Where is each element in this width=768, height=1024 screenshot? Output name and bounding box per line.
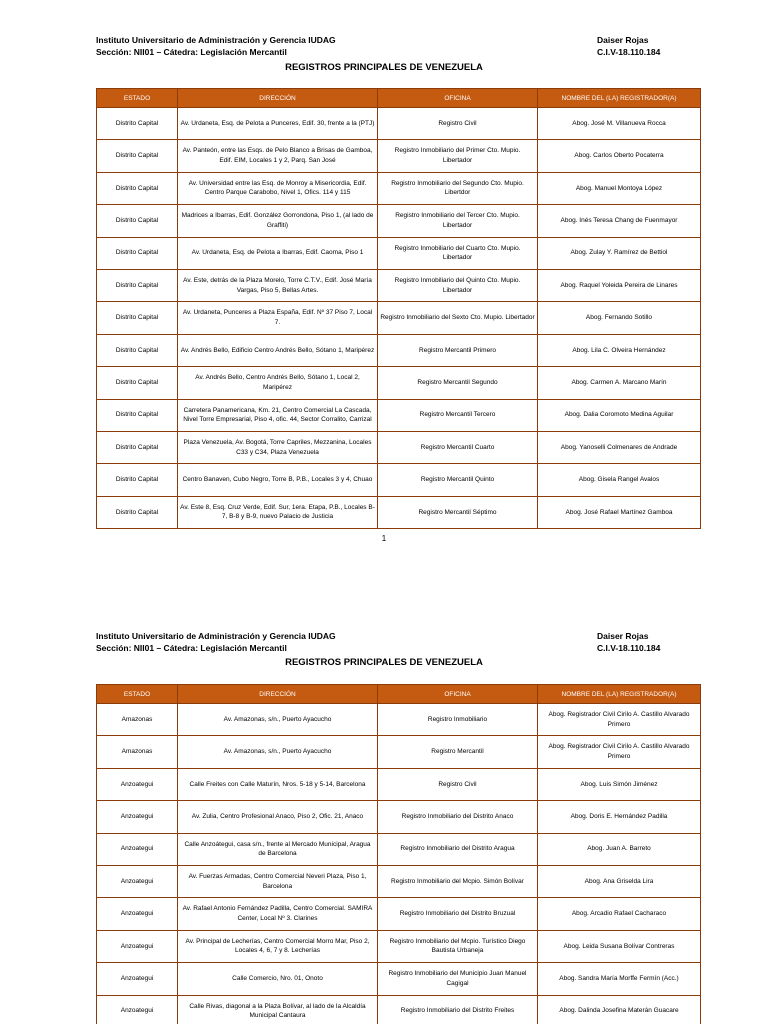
cell-registrador: Abog. Sandra María Morffe Fermín (Acc.): [538, 963, 701, 995]
cell-direccion: Calle Anzoátegui, casa s/n., frente al Mercado Municipal, Aragua de Barcelona: [178, 833, 378, 865]
table-row: [97, 205, 701, 237]
document-title: REGISTROS PRINCIPALES DE VENEZUELA: [285, 62, 483, 73]
cell-estado: Anzoategui: [97, 995, 178, 1024]
cell-registrador: Abog. Yanoselli Colmenares de Andrade: [538, 431, 701, 463]
table-row: [97, 302, 701, 334]
cell-oficina: Registro Inmobiliario del Distrito Aragua: [378, 833, 538, 865]
table-row: [97, 865, 701, 897]
table-row: [97, 963, 701, 995]
cell-direccion: Calle Rivas, diagonal a la Plaza Bolívar, al lado de la Alcaldía Municipal Cantaura: [178, 995, 378, 1024]
cell-estado: Amazonas: [97, 736, 178, 768]
column-header-registrador: NOMBRE DEL (LA) REGISTRADOR(A): [538, 685, 701, 704]
cell-direccion: Calle Freites con Calle Maturín, Nros. 5-18 y 5-14, Barcelona: [178, 768, 378, 800]
cell-estado: Distrito Capital: [97, 237, 178, 269]
cell-oficina: Registro Inmobiliario del Distrito Freites: [378, 995, 538, 1024]
cell-direccion: Carretera Panamericana, Km. 21, Centro Comercial La Cascada, Nivel Torre Empresarial, Piso 4, ofic. 44, Sector Corralito, Carrizal: [178, 399, 378, 431]
page-2: [0, 612, 768, 1024]
table-row: [97, 898, 701, 930]
cell-oficina: Registro Civil: [378, 768, 538, 800]
cell-oficina: Registro Mercantil Segundo: [378, 367, 538, 399]
cell-estado: Anzoategui: [97, 898, 178, 930]
author-name: Daiser Rojas: [597, 35, 649, 45]
registry-table-2: [96, 684, 701, 1024]
cell-direccion: Plaza Venezuela, Av. Bogotá, Torre Capriles, Mezzanina, Locales C33 y C34, Plaza Venezuela: [178, 431, 378, 463]
table-body: [97, 704, 701, 1024]
cell-estado: Distrito Capital: [97, 302, 178, 334]
cell-direccion: Av. Fuerzas Armadas, Centro Comercial Neveri Plaza, Piso 1, Barcelona: [178, 865, 378, 897]
cell-registrador: Abog. Luis Simón Jiménez: [538, 768, 701, 800]
section-line: Sección: NII01 – Cátedra: Legislación Mercantil: [96, 47, 287, 57]
cell-estado: Anzoategui: [97, 768, 178, 800]
cell-estado: Distrito Capital: [97, 399, 178, 431]
column-header-estado: ESTADO: [97, 685, 178, 704]
cell-oficina: Registro Inmobiliario del Segundo Cto. Mupio. Libertdor: [378, 172, 538, 204]
cell-registrador: Abog. José Rafael Martínez Gamboa: [538, 496, 701, 528]
cell-direccion: Av. Este, detrás de la Plaza Morelo, Torre C.T.V., Edif. José María Vargas, Piso 5, Bellas Artes.: [178, 269, 378, 301]
table-row: [97, 237, 701, 269]
table-header-row: [97, 685, 701, 704]
cell-estado: Anzoategui: [97, 801, 178, 833]
author-name: Daiser Rojas: [597, 631, 649, 641]
cell-direccion: Av. Amazonas, s/n., Puerto Ayacucho: [178, 704, 378, 736]
table-row: [97, 801, 701, 833]
cell-estado: Distrito Capital: [97, 140, 178, 172]
cell-estado: Amazonas: [97, 704, 178, 736]
column-header-oficina: OFICINA: [378, 89, 538, 108]
document-title: REGISTROS PRINCIPALES DE VENEZUELA: [285, 657, 483, 668]
cell-estado: Distrito Capital: [97, 334, 178, 366]
cell-registrador: Abog. Gisela Rangel Avalos: [538, 464, 701, 496]
cell-registrador: Abog. Inés Teresa Chang de Fuenmayor: [538, 205, 701, 237]
cell-estado: Distrito Capital: [97, 431, 178, 463]
cell-estado: Distrito Capital: [97, 367, 178, 399]
cell-oficina: Registro Mercantil Quinto: [378, 464, 538, 496]
cell-direccion: Av. Rafael Antonio Fernández Padilla, Centro Comercial. SAMIRA Center, Local Nº 3. Clarines: [178, 898, 378, 930]
cell-oficina: Registro Inmobiliario del Sexto Cto. Mupio. Libertador: [378, 302, 538, 334]
table-row: [97, 704, 701, 736]
table-row: [97, 108, 701, 140]
table-row: [97, 334, 701, 366]
cell-direccion: Av. Zulia, Centro Profesional Anaco, Piso 2, Ofic. 21, Anaco: [178, 801, 378, 833]
table-row: [97, 995, 701, 1024]
cell-direccion: Calle Comercio, Nro. 01, Onoto: [178, 963, 378, 995]
registry-table-1: [96, 88, 701, 529]
cell-direccion: Av. Urdaneta, Punceres a Plaza España, Edif. Nº 37 Piso 7, Local 7.: [178, 302, 378, 334]
cell-direccion: Av. Panteón, entre las Esqs. de Pelo Blanco a Brisas de Gamboa, Edif. EIM, Locales 1 y 2, Parq. San José: [178, 140, 378, 172]
cell-oficina: Registro Mercantil: [378, 736, 538, 768]
column-header-estado: ESTADO: [97, 89, 178, 108]
cell-direccion: Av. Este 8, Esq. Cruz Verde, Edif. Sur, 1era. Etapa, P.B., Locales B-7, B-8 y B-9, nuevo Palacio de Justicia: [178, 496, 378, 528]
cell-registrador: Abog. Carmen A. Marcano Marín: [538, 367, 701, 399]
table-row: [97, 399, 701, 431]
author-id: C.I.V-18.110.184: [597, 643, 661, 653]
cell-registrador: Abog. Manuel Montoya López: [538, 172, 701, 204]
cell-oficina: Registro Inmobiliario del Primer Cto. Mupio. Libertador: [378, 140, 538, 172]
cell-estado: Distrito Capital: [97, 205, 178, 237]
page-number: 1: [381, 534, 387, 543]
cell-estado: Distrito Capital: [97, 464, 178, 496]
cell-registrador: Abog. Zulay Y. Ramírez de Bettiol: [538, 237, 701, 269]
cell-registrador: Abog. Registrador Civil Cirilo A. Castillo Alvarado Primero: [538, 704, 701, 736]
cell-registrador: Abog. Dalia Coromoto Medina Aguilar: [538, 399, 701, 431]
cell-oficina: Registro Mercantil Primero: [378, 334, 538, 366]
cell-estado: Anzoategui: [97, 963, 178, 995]
cell-estado: Distrito Capital: [97, 172, 178, 204]
cell-oficina: Registro Mercantil Cuarto: [378, 431, 538, 463]
cell-registrador: Abog. Carlos Oberto Pocaterra: [538, 140, 701, 172]
table-row: [97, 431, 701, 463]
table-row: [97, 833, 701, 865]
cell-direccion: Madrices a Ibarras, Edif. González Gorrondona, Piso 1, (al lado de Graffiti): [178, 205, 378, 237]
cell-registrador: Abog. Fernando Sotillo: [538, 302, 701, 334]
cell-estado: Anzoategui: [97, 833, 178, 865]
cell-estado: Anzoategui: [97, 930, 178, 962]
cell-oficina: Registro Inmobiliario del Quinto Cto. Mupio. Libertador: [378, 269, 538, 301]
cell-registrador: Abog. Juan A. Barreto: [538, 833, 701, 865]
table-row: [97, 367, 701, 399]
institute-name: Instituto Universitario de Administración y Gerencia IUDAG: [96, 631, 336, 641]
cell-registrador: Abog. José M. Villanueva Rocca: [538, 108, 701, 140]
column-header-direccion: DIRECCIÓN: [178, 89, 378, 108]
cell-direccion: Av. Andrés Bello, Centro Andrés Bello, Sótano 1, Local 2, Maripérez: [178, 367, 378, 399]
cell-registrador: Abog. Leida Susana Bolívar Contreras: [538, 930, 701, 962]
table-body: [97, 108, 701, 529]
cell-oficina: Registro Inmobiliario del Mcpio. Simón Bolívar: [378, 865, 538, 897]
cell-oficina: Registro Inmobiliario del Cuarto Cto. Mupio. Libertador: [378, 237, 538, 269]
cell-oficina: Registro Inmobiliario del Tercer Cto. Mupio. Libertador: [378, 205, 538, 237]
table-row: [97, 930, 701, 962]
cell-estado: Distrito Capital: [97, 269, 178, 301]
cell-registrador: Abog. Arcadio Rafael Cacharaco: [538, 898, 701, 930]
column-header-oficina: OFICINA: [378, 685, 538, 704]
cell-direccion: Av. Urdaneta, Esq. de Pelota a Ibarras, Edif. Caoma, Piso 1: [178, 237, 378, 269]
table-row: [97, 496, 701, 528]
header-left: [96, 630, 336, 654]
table-header-row: [97, 89, 701, 108]
cell-registrador: Abog. Dalinda Josefina Materán Guacare: [538, 995, 701, 1024]
author-id: C.I.V-18.110.184: [597, 47, 661, 57]
cell-oficina: Registro Inmobiliario del Mcpio. Turístico Diego Bautista Urbaneja: [378, 930, 538, 962]
cell-oficina: Registro Inmobiliario del Municipio Juan Manuel Cagigal: [378, 963, 538, 995]
header-right: [597, 630, 660, 654]
cell-registrador: Abog. Registrador Civil Cirilo A. Castillo Alvarado Primero: [538, 736, 701, 768]
header-left: [96, 34, 336, 58]
cell-registrador: Abog. Lila C. Olveira Hernández: [538, 334, 701, 366]
cell-oficina: Registro Mercantil Tercero: [378, 399, 538, 431]
cell-direccion: Av. Amazonas, s/n., Puerto Ayacucho: [178, 736, 378, 768]
institute-name: Instituto Universitario de Administración y Gerencia IUDAG: [96, 35, 336, 45]
cell-registrador: Abog. Raquel Yoleida Pereira de Linares: [538, 269, 701, 301]
cell-direccion: Av. Andrés Bello, Edificio Centro Andrés Bello, Sótano 1, Maripérez: [178, 334, 378, 366]
cell-oficina: Registro Inmobiliario del Distrito Anaco: [378, 801, 538, 833]
cell-estado: Anzoategui: [97, 865, 178, 897]
cell-registrador: Abog. Ana Griselda Lira: [538, 865, 701, 897]
cell-registrador: Abog. Doris E. Hernández Padilla: [538, 801, 701, 833]
table-row: [97, 140, 701, 172]
section-line: Sección: NII01 – Cátedra: Legislación Mercantil: [96, 643, 287, 653]
cell-direccion: Av. Universidad entre las Esq. de Monroy a Misericordia, Edif. Centro Parque Carabobo, Nivel 1, Ofics. 114 y 115: [178, 172, 378, 204]
table-row: [97, 464, 701, 496]
cell-estado: Distrito Capital: [97, 108, 178, 140]
cell-oficina: Registro Inmobiliario: [378, 704, 538, 736]
column-header-direccion: DIRECCIÓN: [178, 685, 378, 704]
cell-estado: Distrito Capital: [97, 496, 178, 528]
cell-oficina: Registro Inmobiliario del Distrito Bruzual: [378, 898, 538, 930]
cell-direccion: Av. Principal de Lecherías, Centro Comercial Morro Mar, Piso 2, Locales 4, 6, 7 y 8. Lecherías: [178, 930, 378, 962]
table-row: [97, 768, 701, 800]
cell-oficina: Registro Mercantil Séptimo: [378, 496, 538, 528]
cell-direccion: Av. Urdaneta, Esq. de Pelota a Punceres, Edif. 30, frente a la (PTJ): [178, 108, 378, 140]
table-row: [97, 269, 701, 301]
column-header-registrador: NOMBRE DEL (LA) REGISTRADOR(A): [538, 89, 701, 108]
cell-oficina: Registro Civil: [378, 108, 538, 140]
header-right: [597, 34, 660, 58]
cell-direccion: Centro Banaven, Cubo Negro, Torre B, P.B., Locales 3 y 4, Chuao: [178, 464, 378, 496]
table-row: [97, 736, 701, 768]
table-row: [97, 172, 701, 204]
